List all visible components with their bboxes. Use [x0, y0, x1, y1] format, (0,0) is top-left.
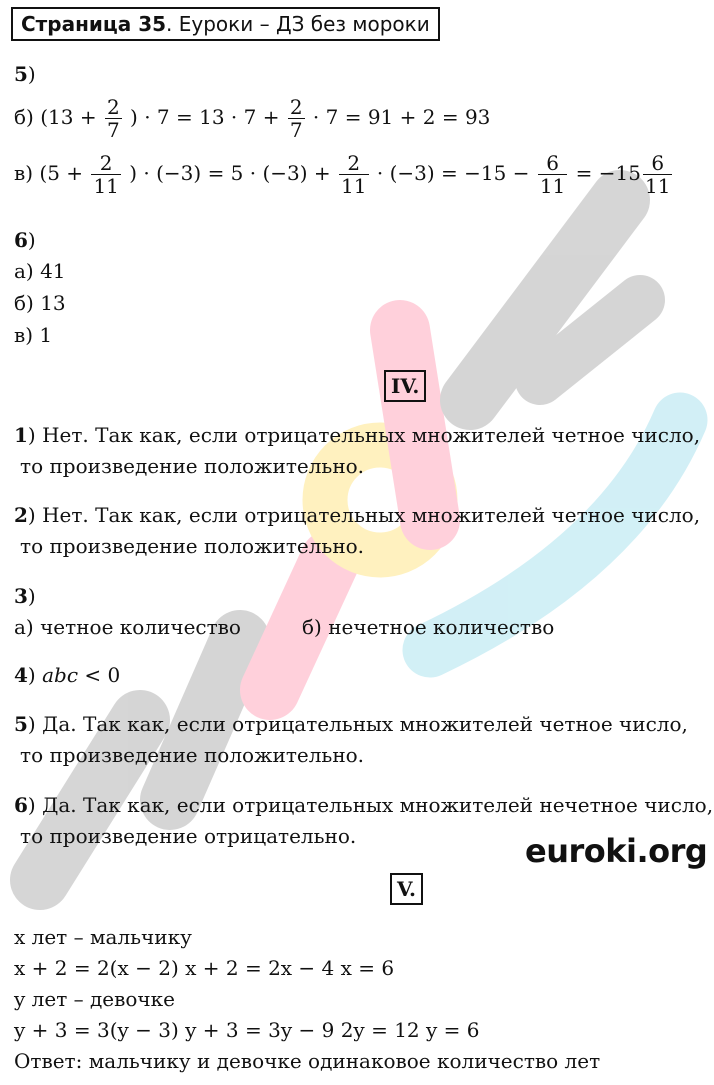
page-header: [11, 7, 440, 41]
iv-q4: 4) abc < 0: [14, 663, 121, 687]
task-6-number: 6): [14, 228, 36, 252]
iv-q5-line2: то произведение положительно.: [20, 743, 365, 767]
iv-q1-line1: 1) Нет. Так как, если отрицательных множителей четное число,: [14, 423, 701, 447]
v-line-1: x лет – мальчику: [14, 925, 192, 949]
section-iv-heading: IV.: [384, 370, 426, 402]
task-5-number: 5): [14, 62, 36, 86]
task-6b: б) 13: [14, 291, 66, 315]
iv-q3-number: 3): [14, 584, 36, 608]
task-6v: в) 1: [14, 323, 53, 347]
site-title: . Еуроки – ДЗ без мороки: [166, 12, 430, 36]
iv-q2-line2: то произведение положительно.: [20, 534, 365, 558]
section-v-heading: V.: [390, 873, 423, 905]
iv-q6-line2: то произведение отрицательно.: [20, 824, 357, 848]
v-line-4: y + 3 = 3(y − 3) y + 3 = 3y − 9 2y = 12 y = 6: [14, 1018, 480, 1042]
iv-q1-line2: то произведение положительно.: [20, 454, 365, 478]
task-6a: а) 41: [14, 259, 66, 283]
page-label: Страница 35: [21, 12, 167, 36]
iv-q6-line1: 6) Да. Так как, если отрицательных множителей нечетное число,: [14, 793, 714, 817]
iv-q5-line1: 5) Да. Так как, если отрицательных множителей четное число,: [14, 712, 688, 736]
euroki-logo: euroki.org: [525, 832, 708, 870]
iv-q3-a: а) четное количество: [14, 615, 241, 639]
iv-q3-b: б) нечетное количество: [302, 615, 555, 639]
task-5v-line: в) (5 + $\frac{2}{11}$ ) · (−3) = 5 · (−3) + $\frac{2}{11}$ · (−3) = −15 − $\frac{6}{11}$ = −15 $\frac{6}{11}$: [14, 151, 671, 198]
v-line-3: y лет – девочке: [14, 987, 175, 1011]
iv-q2-line1: 2) Нет. Так как, если отрицательных множителей четное число,: [14, 503, 701, 527]
v-line-2: x + 2 = 2(x − 2) x + 2 = 2x − 4 x = 6: [14, 956, 395, 980]
v-line-5: Ответ: мальчику и девочке одинаковое количество лет: [14, 1049, 601, 1073]
task-5b-line: б) (13 + $\frac{2}{7}$ ) · 7 = 13 · 7 + $\frac{2}{7}$ · 7 = 91 + 2 = 93: [14, 95, 491, 142]
